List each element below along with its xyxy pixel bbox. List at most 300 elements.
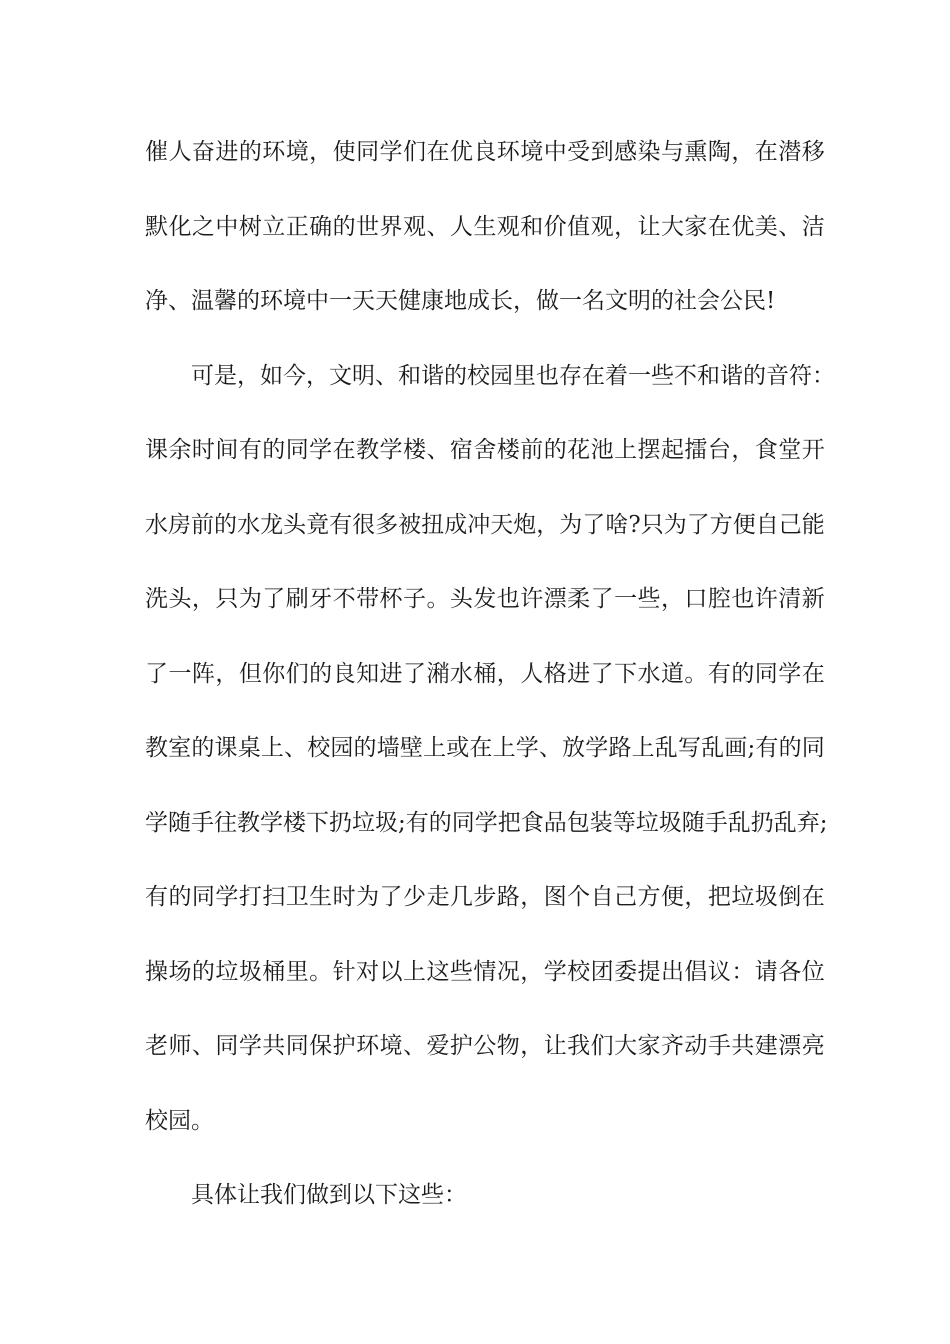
text-char: 到 [590, 139, 614, 165]
text-char: 团 [590, 958, 614, 985]
text-char: 间 [215, 437, 239, 463]
text-char: 出 [660, 958, 684, 985]
text-char: 生 [473, 213, 497, 240]
text-char: 熏 [684, 139, 708, 165]
text-char: 时 [191, 437, 215, 463]
text-char: 在 [469, 735, 493, 761]
text-char: 谐 [720, 362, 743, 389]
text-char: 如 [260, 362, 283, 389]
text-char: 把 [707, 884, 731, 910]
text-char: 良 [332, 660, 356, 687]
text-char: 。 [426, 586, 450, 612]
text-char: 你 [262, 660, 286, 687]
text-char: 池 [590, 437, 614, 463]
text-char: 天 [375, 288, 398, 314]
text-char: 格 [543, 660, 567, 687]
text-char: 感 [614, 139, 638, 165]
text-char: 在 [707, 213, 731, 240]
text-char: 墙 [376, 735, 400, 761]
text-char: 的 [332, 213, 356, 240]
text-char: 阵 [191, 660, 215, 687]
text-char: 室 [168, 735, 192, 761]
text-char: 了 [262, 586, 286, 612]
text-char: 正 [285, 213, 309, 240]
text-char: 的 [238, 139, 262, 165]
text-char: 啥 [605, 511, 629, 538]
text-char: 牙 [309, 586, 333, 612]
text-char: 同 [754, 660, 778, 687]
text-char: 地 [444, 288, 467, 314]
text-char: 圾 [754, 884, 778, 910]
text-char: 中 [306, 288, 329, 314]
text-line [145, 424, 825, 499]
text-char: 教 [356, 437, 380, 463]
text-char: 一 [628, 362, 651, 389]
text-char: 个 [567, 884, 591, 910]
text-char: 手 [191, 809, 214, 836]
text-char: 房 [168, 511, 192, 538]
text-char: 、 [402, 1033, 426, 1059]
text-char: 头 [449, 586, 473, 612]
text-char: 观 [496, 213, 520, 240]
text-char: 头 [283, 511, 307, 538]
text-char: 化 [168, 213, 192, 240]
text-char: 乱 [727, 809, 751, 836]
text-char: 上 [492, 735, 516, 761]
text-line [145, 275, 825, 350]
text-char: 文 [605, 288, 628, 314]
text-char: 为 [238, 586, 262, 612]
text-char: 让 [637, 213, 661, 240]
text-char: 能 [801, 511, 825, 538]
text-char: 很 [352, 511, 376, 538]
text-char: 洗 [145, 586, 168, 612]
text-char: 的 [168, 884, 192, 910]
text-char: 同 [356, 139, 380, 165]
text-char: 的 [191, 958, 215, 985]
text-char: 陶 [707, 139, 731, 165]
text-char: 以 [379, 958, 403, 985]
text-char: 校 [467, 362, 490, 389]
text-char: 学 [260, 809, 283, 836]
text-char: 乱 [701, 735, 725, 761]
text-char: ， [191, 586, 215, 612]
text-char: 这 [426, 958, 450, 985]
text-char: 自 [755, 511, 779, 538]
text-char: ， [237, 362, 260, 389]
text-char: 子 [402, 586, 426, 612]
text-char: 在 [582, 362, 605, 389]
text-char: 己 [778, 511, 802, 538]
text-line [145, 871, 825, 946]
text-char: 各 [778, 958, 802, 985]
text-char: 下 [306, 809, 329, 836]
text-char: 乱 [773, 809, 797, 836]
text-char: 桶 [473, 660, 497, 687]
text-char: 食 [754, 437, 778, 463]
text-char: 些 [637, 586, 661, 612]
text-char: 动 [684, 1033, 708, 1059]
text-char: 台 [707, 437, 731, 463]
text-char: 刷 [285, 586, 309, 612]
text-char: 校 [307, 735, 331, 761]
text-char: 水 [637, 660, 661, 687]
text-char: 师 [168, 1033, 192, 1059]
text-char: 默 [145, 213, 168, 240]
text-line [145, 126, 825, 201]
text-char: ， [520, 884, 544, 910]
text-char: 我 [567, 1033, 591, 1059]
text-char: 着 [605, 362, 628, 389]
text-char: 明 [628, 288, 651, 314]
text-char: 些 [421, 1182, 444, 1208]
text-char: 园 [330, 735, 354, 761]
text-char: 写 [677, 735, 701, 761]
text-char: 和 [520, 213, 544, 240]
text-char: 做 [306, 1182, 329, 1208]
text-char: 许 [754, 586, 778, 612]
text-char: 学 [215, 884, 239, 910]
text-char: 有 [707, 660, 731, 687]
text-char: 的 [428, 809, 452, 836]
text-line [145, 201, 825, 276]
text-char: 奋 [191, 139, 215, 165]
text-char: 些 [449, 958, 473, 985]
text-char: 漂 [778, 1033, 802, 1059]
text-char: 共 [731, 1033, 755, 1059]
text-char: 公 [720, 288, 743, 314]
text-char: 便 [660, 884, 684, 910]
text-char: 圾 [238, 958, 262, 985]
text-char: 自 [590, 884, 614, 910]
text-char: 或 [446, 735, 470, 761]
text-line [145, 722, 825, 797]
text-char: 康 [421, 288, 444, 314]
text-char: 垃 [731, 884, 755, 910]
text-char: 卫 [285, 884, 309, 910]
text-char: 优 [731, 213, 755, 240]
text-char: 爱 [426, 1033, 450, 1059]
text-char: 品 [543, 809, 567, 836]
text-char: 弃 [796, 809, 820, 836]
text-char: 花 [567, 437, 591, 463]
text-char: 家 [684, 213, 708, 240]
text-char: 了 [590, 660, 614, 687]
text-char: 境 [283, 288, 306, 314]
text-char: 一 [168, 660, 192, 687]
text-char: 的 [743, 362, 766, 389]
text-char: ? [628, 511, 641, 538]
text-char: 同 [285, 1033, 309, 1059]
text-char: 只 [215, 586, 239, 612]
text-char: 下 [614, 660, 638, 687]
text-char: 一 [329, 288, 352, 314]
text-char: ： [444, 1182, 467, 1208]
text-char: 今 [283, 362, 306, 389]
text-char: 观 [402, 213, 426, 240]
text-char: 的 [651, 288, 674, 314]
text-char: 学 [379, 437, 403, 463]
text-char: 发 [473, 586, 497, 612]
text-char: 宿 [449, 437, 473, 463]
text-char: 为 [356, 884, 380, 910]
text-char: 境 [520, 139, 544, 165]
text-char: 、 [778, 213, 802, 240]
text-char: 不 [332, 586, 356, 612]
text-char: 学 [778, 660, 802, 687]
text-char: 的 [731, 660, 755, 687]
text-char: 受 [567, 139, 591, 165]
text-char: 天 [352, 288, 375, 314]
text-char: 在 [426, 139, 450, 165]
text-char: 学 [145, 809, 168, 836]
text-char: 冲 [467, 511, 491, 538]
text-char: 扭 [421, 511, 445, 538]
text-char: 进 [379, 660, 403, 687]
text-char: 便 [732, 511, 756, 538]
text-char: 有 [755, 735, 779, 761]
text-char: 园 [490, 362, 513, 389]
text-char: 。 [191, 1107, 214, 1134]
text-char: 民 [743, 288, 766, 314]
text-char: 了 [590, 586, 614, 612]
text-char: 境 [285, 139, 309, 165]
text-char: 人 [449, 213, 473, 240]
text-char: 生 [309, 884, 333, 910]
text-char: ， [536, 511, 560, 538]
text-char: 也 [731, 586, 755, 612]
text-char: 一 [559, 288, 582, 314]
text-char: 同 [801, 735, 825, 761]
text-char: 垃 [215, 958, 239, 985]
text-char: ， [309, 139, 333, 165]
text-char: 些 [651, 362, 674, 389]
text-char: 齐 [660, 1033, 684, 1059]
text-char: 学 [474, 809, 498, 836]
text-char: 课 [214, 735, 238, 761]
text-char: 圾 [375, 809, 398, 836]
text-char: 柔 [567, 586, 591, 612]
text-char: 人 [168, 139, 192, 165]
text-line [145, 499, 825, 574]
text-char: 确 [309, 213, 333, 240]
text-char: 扫 [262, 884, 286, 910]
text-char: 文 [329, 362, 352, 389]
text-char: 们 [402, 139, 426, 165]
text-char: ： [812, 362, 835, 389]
text-char: 起 [660, 437, 684, 463]
text-char: 位 [801, 958, 825, 985]
text-char: 良 [473, 139, 497, 165]
text-char: 时 [332, 884, 356, 910]
text-line [145, 946, 825, 1021]
text-char: 护 [449, 1033, 473, 1059]
text-char: 垃 [635, 809, 659, 836]
text-char: 长 [490, 288, 513, 314]
text-char: 进 [567, 660, 591, 687]
text-char: 环 [356, 1033, 380, 1059]
text-char: 己 [614, 884, 638, 910]
text-char: 里 [513, 362, 536, 389]
text-char: 的 [778, 735, 802, 761]
text-char: 堂 [778, 437, 802, 463]
text-char: 和 [398, 362, 421, 389]
text-char: 世 [356, 213, 380, 240]
text-char: 水 [237, 511, 261, 538]
text-char: 扔 [329, 809, 352, 836]
text-char: 们 [285, 660, 309, 687]
text-char: ， [731, 139, 755, 165]
text-char: 、 [284, 735, 308, 761]
text-char: 是 [214, 362, 237, 389]
text-char: 路 [496, 884, 520, 910]
text-char: 舍 [473, 437, 497, 463]
text-char: 家 [637, 1033, 661, 1059]
text-char: 打 [238, 884, 262, 910]
text-char: 课 [145, 437, 168, 463]
text-char: 方 [637, 884, 661, 910]
text-char: ; [819, 809, 828, 836]
text-char: 会 [697, 288, 720, 314]
text-char: 对 [356, 958, 380, 985]
text-char: 明 [352, 362, 375, 389]
text-char: 树 [238, 213, 262, 240]
text-char: 以 [352, 1182, 375, 1208]
text-char: 了 [402, 660, 426, 687]
text-char: 水 [145, 511, 168, 538]
text-char: 也 [496, 586, 520, 612]
text-char: ， [215, 660, 239, 687]
text-char: 摆 [637, 437, 661, 463]
text-char: 成 [467, 288, 490, 314]
text-char: 腔 [707, 586, 731, 612]
text-char: 倡 [684, 958, 708, 985]
text-char: 的 [353, 735, 377, 761]
text-char: 装 [589, 809, 613, 836]
text-char: 的 [191, 735, 215, 761]
text-char: 等 [612, 809, 636, 836]
text-char: 环 [496, 139, 520, 165]
text-char: 馨 [214, 288, 237, 314]
text-char: 了 [379, 884, 403, 910]
text-char: 在 [332, 437, 356, 463]
text-char: 少 [402, 884, 426, 910]
text-char: 。 [684, 660, 708, 687]
text-char: ， [660, 586, 684, 612]
text-char: 开 [801, 437, 825, 463]
text-char: 环 [260, 288, 283, 314]
text-char: 学 [238, 1033, 262, 1059]
text-char: 随 [681, 809, 705, 836]
text-char: 校 [567, 958, 591, 985]
text-char: 里 [285, 958, 309, 985]
text-char: 杯 [379, 586, 403, 612]
text-char: ! [766, 288, 776, 314]
text-char: 擂 [684, 437, 708, 463]
text-char: 建 [754, 1033, 778, 1059]
text-char: 乱 [654, 735, 678, 761]
text-char: 垃 [352, 809, 375, 836]
text-char: 让 [237, 1182, 260, 1208]
text-char: 道 [660, 660, 684, 687]
text-char: 中 [543, 139, 567, 165]
text-char: 大 [660, 213, 684, 240]
text-char: 楼 [283, 809, 306, 836]
text-char: 亮 [801, 1033, 825, 1059]
text-char: 、 [168, 288, 191, 314]
text-char: 学 [309, 437, 333, 463]
text-char: 委 [614, 958, 638, 985]
text-char: 潲 [426, 660, 450, 687]
text-char: 倒 [778, 884, 802, 910]
text-char: 上 [402, 958, 426, 985]
text-char: 路 [608, 735, 632, 761]
text-char: 社 [674, 288, 697, 314]
text-char: 只 [640, 511, 664, 538]
text-char: 放 [562, 735, 586, 761]
text-char: 了 [145, 660, 168, 687]
text-char: 公 [473, 1033, 497, 1059]
text-char: 为 [559, 511, 583, 538]
text-char: 有 [145, 884, 168, 910]
text-char: 多 [375, 511, 399, 538]
text-char: 为 [663, 511, 687, 538]
text-char: 校 [145, 1107, 168, 1134]
text-char: 情 [473, 958, 497, 985]
text-char: 前 [520, 437, 544, 463]
text-char: 界 [379, 213, 403, 240]
text-char: 、 [191, 1033, 215, 1059]
text-char: 方 [709, 511, 733, 538]
text-char: 在 [754, 139, 778, 165]
text-line [145, 350, 835, 425]
text-char: 护 [332, 1033, 356, 1059]
text-char: 手 [704, 809, 728, 836]
text-char: 保 [309, 1033, 333, 1059]
text-char: 随 [168, 809, 191, 836]
text-char: 学 [515, 735, 539, 761]
text-char: 新 [801, 586, 825, 612]
text-char: 洁 [801, 213, 825, 240]
text-char: 的 [237, 288, 260, 314]
text-char: 也 [536, 362, 559, 389]
text-char: 上 [614, 437, 638, 463]
text-char: 学 [543, 958, 567, 985]
text-char: 但 [238, 660, 262, 687]
text-char: 带 [356, 586, 380, 612]
text-char: 人 [520, 660, 544, 687]
text-char: 园 [168, 1107, 191, 1134]
text-char: 天 [490, 511, 514, 538]
text-char: 把 [497, 809, 521, 836]
text-char: 我 [260, 1182, 283, 1208]
text-char: 壁 [399, 735, 423, 761]
text-char: 和 [697, 362, 720, 389]
text-char: 余 [168, 437, 192, 463]
text-char: 体 [214, 1182, 237, 1208]
text-char: 、 [538, 735, 562, 761]
text-char: 画 [724, 735, 748, 761]
text-char: 染 [637, 139, 661, 165]
text-char: 学 [379, 139, 403, 165]
text-char: 同 [191, 884, 215, 910]
text-char: 净 [145, 288, 168, 314]
text-char: ， [520, 1033, 544, 1059]
text-char: 楼 [402, 437, 426, 463]
text-char: 走 [426, 884, 450, 910]
text-char: 在 [801, 660, 825, 687]
text-char: 音 [766, 362, 789, 389]
